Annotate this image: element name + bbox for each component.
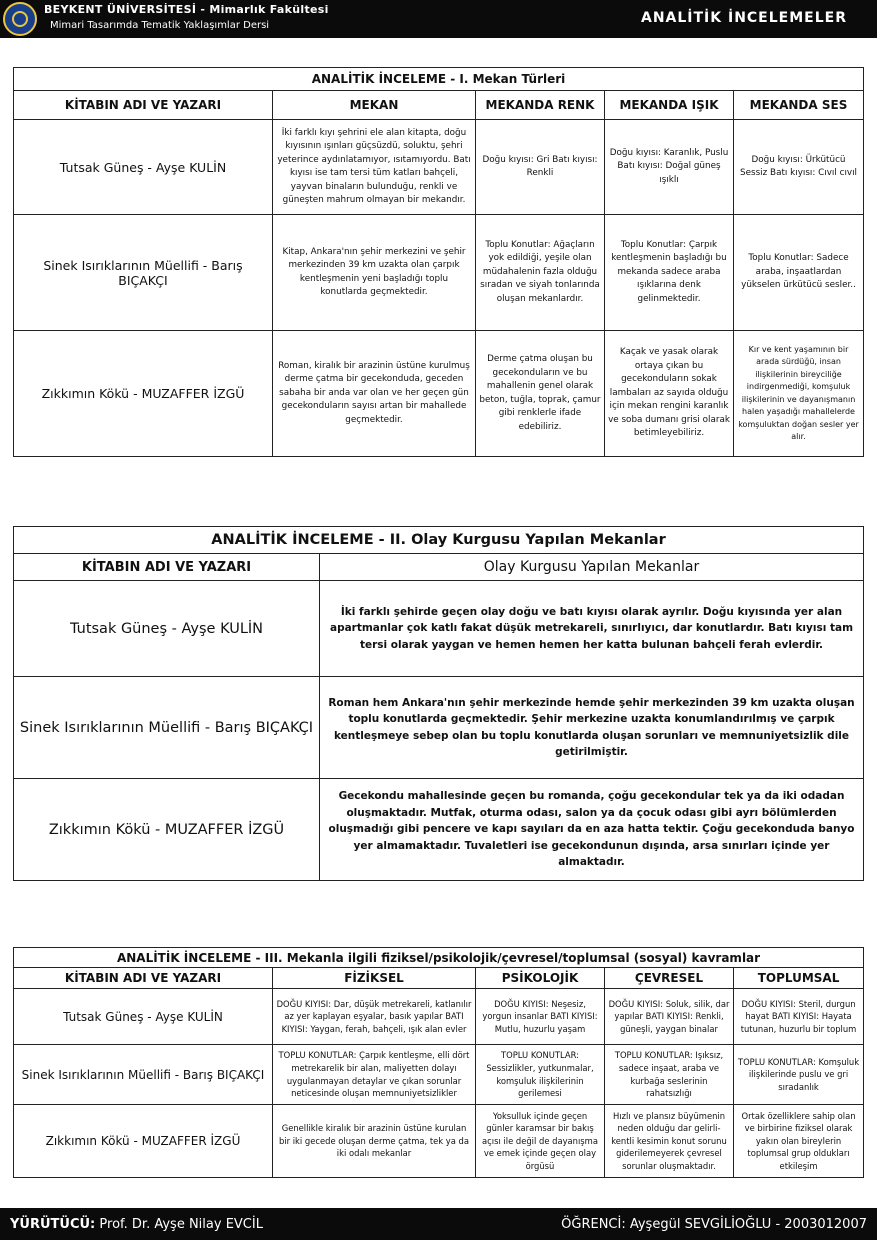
table-row	[14, 779, 864, 881]
fiziksel-cell: Genellikle kiralık bir arazinin üstüne kurulan bir iki gecede oluşan derme çatma, tek ya da iki odalı mekanlar	[273, 1105, 476, 1178]
footer-bar	[0, 1208, 877, 1240]
cevresel-cell: TOPLU KONUTLAR: Işıksız, sadece inşaat, araba ve kurbağa seslerinin rahatsızlığı	[605, 1045, 734, 1105]
isik-cell: Toplu Konutlar: Çarpık kentleşmenin başladığı bu mekanda sadece araba ışıklarına denk gelinmektedir.	[605, 215, 734, 331]
table-row	[14, 581, 864, 677]
column-header: KİTABIN ADI VE YAZARI	[14, 554, 320, 581]
column-header: ÇEVRESEL	[605, 968, 734, 989]
column-header: MEKANDA SES	[734, 91, 864, 120]
table-row	[14, 331, 864, 457]
psikolojik-cell: TOPLU KONUTLAR: Sessizlikler, yutkunmalar, komşuluk ilişkilerinin gerilemesi	[476, 1045, 605, 1105]
toplumsal-cell: DOĞU KIYISI: Steril, durgun hayat BATI KIYISI: Hayata tutunan, huzurlu bir toplum	[734, 989, 864, 1045]
header-bar	[0, 0, 877, 38]
book-title: Sinek Isırıklarının Müellifi - Barış BIÇAKÇI	[14, 215, 273, 331]
table-title: ANALİTİK İNCELEME - I. Mekan Türleri	[14, 68, 864, 91]
column-header: TOPLUMSAL	[734, 968, 864, 989]
fiziksel-cell: DOĞU KIYISI: Dar, düşük metrekareli, katlanılır az yer kaplayan eşyalar, basık yapılar BATI KIYISI: Yaygan, ferah, bahçeli, ışık alan evler	[273, 989, 476, 1045]
column-header: MEKANDA IŞIK	[605, 91, 734, 120]
university-name: BEYKENT ÜNİVERSİTESİ - Mimarlık Fakültesi	[44, 3, 329, 16]
olay-cell: İki farklı şehirde geçen olay doğu ve batı kıyısı olarak ayrılır. Doğu kıyısında yer alan apartmanlar çok katlı fakat düşük metrekareli, sınırlıyıcı, dar konutlardır. Batı kıyısı tam tersi olarak yaygan ve hemen hemen her katta bulunan bahçeli ferah evlerdir.	[320, 581, 864, 677]
advisor-label: YÜRÜTÜCÜ:	[10, 1217, 96, 1232]
olay-cell: Roman hem Ankara'nın şehir merkezinde hemde şehir merkezinden 39 km uzakta oluşan toplu konutlarda geçmektedir. Şehir merkezine uzakta konumlandırılmış ve çarpık kentleşmeye sebep olan bu toplu konutlarda oluşan sorunları ve memnuniyetsizlik dile getirilmiştir.	[320, 677, 864, 779]
book-title: Tutsak Güneş - Ayşe KULİN	[14, 120, 273, 215]
renk-cell: Doğu kıyısı: Gri Batı kıyısı: Renkli	[476, 120, 605, 215]
table-olay-kurgusu	[13, 526, 864, 881]
table-kavramlar	[13, 947, 864, 1178]
book-title: Tutsak Güneş - Ayşe KULİN	[14, 581, 320, 677]
column-header: PSİKOLOJİK	[476, 968, 605, 989]
isik-cell: Kaçak ve yasak olarak ortaya çıkan bu gecekonduların sokak lambaları az sayıda olduğu için mekan rengini karanlık ve soba dumanı grisi olarak betimleyebiliriz.	[605, 331, 734, 457]
ses-cell: Toplu Konutlar: Sadece araba, inşaatlardan yükselen ürkütücü sesler..	[734, 215, 864, 331]
column-header: FİZİKSEL	[273, 968, 476, 989]
toplumsal-cell: TOPLU KONUTLAR: Komşuluk ilişkilerinde puslu ve gri sıradanlık	[734, 1045, 864, 1105]
psikolojik-cell: DOĞU KIYISI: Neşesiz, yorgun insanlar BATI KIYISI: Mutlu, huzurlu yaşam	[476, 989, 605, 1045]
table-title: ANALİTİK İNCELEME - II. Olay Kurgusu Yapılan Mekanlar	[14, 527, 864, 554]
mekan-cell: İki farklı kıyı şehrini ele alan kitapta, doğu kıyısının ışınları güçsüzdü, soluktu, şehri yeterince aydınlatamıyor, ısıtamıyordu. Batı kıyısı ise tam tersi tüm katları bahçeli, yayvan binaların bulunduğu, renkli ve güneşten mahrum olmayan bir mekandır.	[273, 120, 476, 215]
table-row	[14, 677, 864, 779]
column-header: MEKAN	[273, 91, 476, 120]
mekan-cell: Kitap, Ankara'nın şehir merkezini ve şehir merkezinden 39 km uzakta olan çarpık kentleşmenin yeni başladığı toplu konutlarda geçmektedir.	[273, 215, 476, 331]
book-title: Tutsak Güneş - Ayşe KULİN	[14, 989, 273, 1045]
column-header: KİTABIN ADI VE YAZARI	[14, 968, 273, 989]
page-title: ANALİTİK İNCELEMELER	[640, 10, 847, 26]
table-row	[14, 120, 864, 215]
renk-cell: Derme çatma oluşan bu gecekonduların ve bu mahallenin genel olarak beton, tuğla, toprak, çamur gibi renklerle ifade edebiliriz.	[476, 331, 605, 457]
toplumsal-cell: Ortak özelliklere sahip olan ve birbirine fiziksel olarak yakın olan bireylerin toplumsal grup oldukları etkileşim	[734, 1105, 864, 1178]
isik-cell: Doğu kıyısı: Karanlık, Puslu Batı kıyısı: Doğal güneş ışıklı	[605, 120, 734, 215]
table-title: ANALİTİK İNCELEME - III. Mekanla ilgili fiziksel/psikolojik/çevresel/toplumsal (sosyal) kavramlar	[14, 948, 864, 968]
university-logo-icon	[3, 2, 37, 36]
fiziksel-cell: TOPLU KONUTLAR: Çarpık kentleşme, elli dört metrekarelik bir alan, maliyetten dolayı uygulanmayan detaylar ve çıkan sorunlar neticesinde oluşan memnuniyetsizlikler	[273, 1045, 476, 1105]
book-title: Sinek Isırıklarının Müellifi - Barış BIÇAKÇI	[14, 677, 320, 779]
psikolojik-cell: Yoksulluk içinde geçen günler karamsar bir bakış açısı ile değil de dayanışma ve emek içinde geçen olay örgüsü	[476, 1105, 605, 1178]
book-title: Zıkkımın Kökü - MUZAFFER İZGÜ	[14, 331, 273, 457]
student-info: ÖĞRENCİ: Ayşegül SEVGİLİOĞLU - 2003012007	[561, 1217, 867, 1232]
table-row	[14, 1045, 864, 1105]
renk-cell: Toplu Konutlar: Ağaçların yok edildiği, yeşile olan müdahalenin fazla olduğu sıradan ve siyah tonlarında oluşan mekanlardır.	[476, 215, 605, 331]
cevresel-cell: Hızlı ve plansız büyümenin neden olduğu dar gelirli-kentli kesimin konut sorunu giderilemeyerek çevresel sorunlar oluşmaktadır.	[605, 1105, 734, 1178]
table-row	[14, 215, 864, 331]
advisor-name: Prof. Dr. Ayşe Nilay EVCİL	[95, 1217, 263, 1232]
table-row	[14, 989, 864, 1045]
column-header: MEKANDA RENK	[476, 91, 605, 120]
advisor-info	[10, 1217, 263, 1232]
cevresel-cell: DOĞU KIYISI: Soluk, silik, dar yapılar BATI KIYISI: Renkli, güneşli, yaygan binalar	[605, 989, 734, 1045]
table-mekan-turleri	[13, 67, 864, 457]
olay-cell: Gecekondu mahallesinde geçen bu romanda, çoğu gecekondular tek ya da iki odadan oluşmaktadır. Mutfak, oturma odası, salon ya da çocuk odası gibi ayrı bölümlerden oluşmadığı gibi pencere ve kapı sayıları da en aza hatta tektir. Çoğu gecekonduda banyo yer almamaktadır. Tuvaletleri ise gecekondunun dışında, arsa sınırları içinde yer almaktadır.	[320, 779, 864, 881]
book-title: Sinek Isırıklarının Müellifi - Barış BIÇAKÇI	[14, 1045, 273, 1105]
ses-cell: Kır ve kent yaşamının bir arada sürdüğü, insan ilişkilerinin bireyciliğe indirgenmediği, komşuluk ilişkilerinin ve dayanışmanın halen yaşadığı mahallelerde komşuluktan doğan sesler yer alır.	[734, 331, 864, 457]
course-name: Mimari Tasarımda Tematik Yaklaşımlar Dersi	[50, 20, 270, 31]
column-header: Olay Kurgusu Yapılan Mekanlar	[320, 554, 864, 581]
table-row	[14, 1105, 864, 1178]
book-title: Zıkkımın Kökü - MUZAFFER İZGÜ	[14, 1105, 273, 1178]
ses-cell: Doğu kıyısı: Ürkütücü Sessiz Batı kıyısı: Cıvıl cıvıl	[734, 120, 864, 215]
mekan-cell: Roman, kiralık bir arazinin üstüne kurulmuş derme çatma bir gecekonduda, geceden sabaha bir anda var olan ve her geçen gün gecekonduların sayısı artan bir mahallede geçmektedir.	[273, 331, 476, 457]
column-header: KİTABIN ADI VE YAZARI	[14, 91, 273, 120]
book-title: Zıkkımın Kökü - MUZAFFER İZGÜ	[14, 779, 320, 881]
